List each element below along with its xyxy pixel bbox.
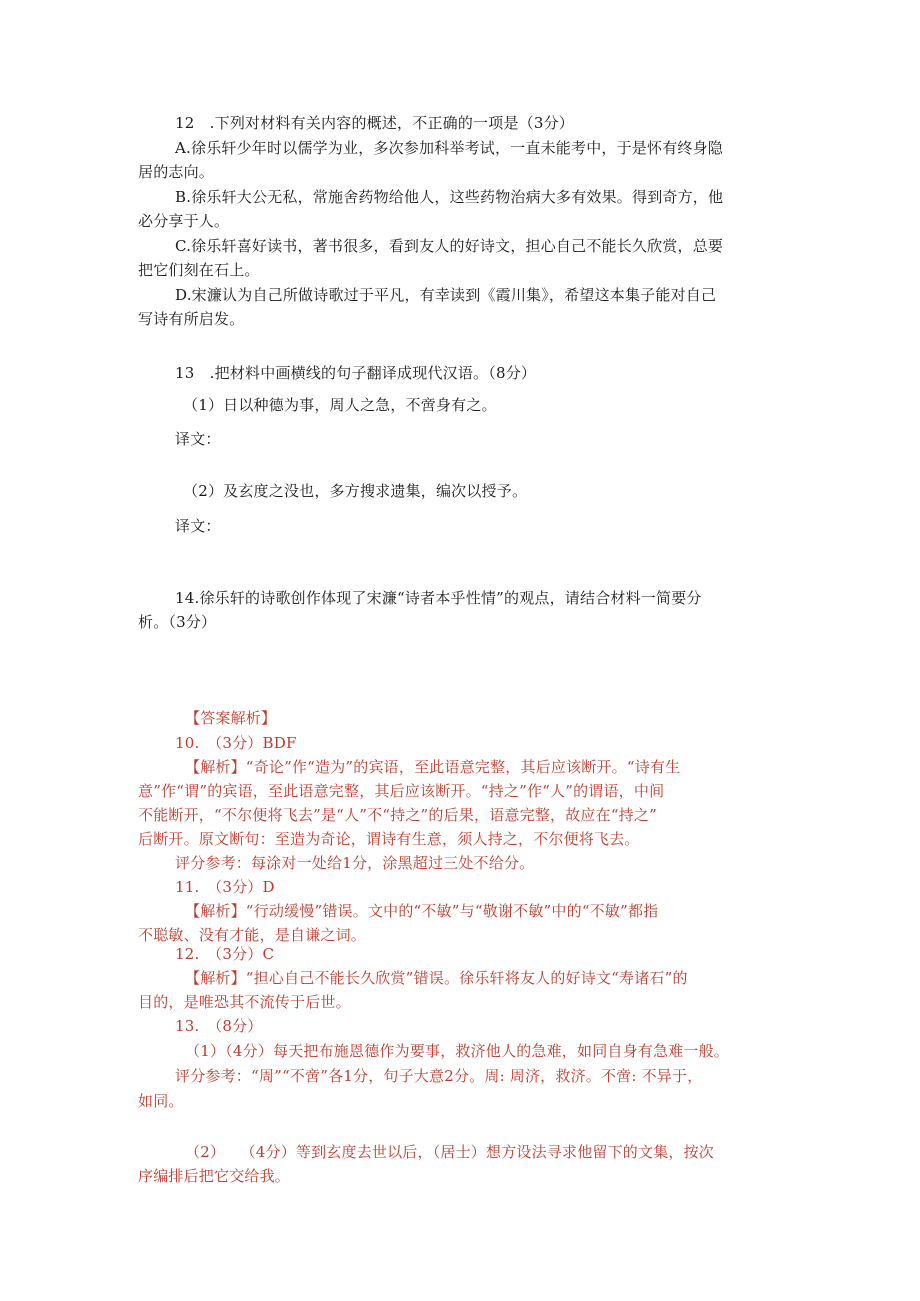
answer-10-line1: 【解析】“奇论”作“造为”的宾语，至此语意完整，其后应该断开。“诗有生	[185, 758, 681, 776]
q12-option-a-line1: A.徐乐轩少年时以儒学为业，多次参加科举考试，一直未能考中，于是怀有终身隐	[175, 139, 724, 157]
q12-option-b-line1: B.徐乐轩大公无私，常施舍药物给他人，这些药物治病大多有效果。得到奇方，他	[175, 188, 724, 206]
answer-header: 【答案解析】	[185, 709, 277, 727]
q13-sentence-2: （2）及玄度之没也，多方搜求遗集，编次以授予。	[183, 482, 528, 500]
q12-option-d-line2: 写诗有所启发。	[138, 310, 245, 328]
q13-translation-label-2: 译文：	[175, 517, 221, 535]
answer-10-head: 10. （3分）BDF	[175, 734, 297, 752]
q13-sentence-1: （1）日以种德为事，周人之急，不啻身有之。	[183, 396, 497, 414]
q12-stem: 12 .下列对材料有关内容的概述，不正确的一项是（3分）	[175, 114, 575, 132]
q14-line2: 析。（3分）	[138, 613, 217, 631]
answer-12-line2: 目的，是唯恐其不流传于后世。	[138, 993, 351, 1011]
answer-12-line1: 【解析】“担心自己不能长久欣赏”错误。徐乐轩将友人的好诗文“寿诸石”的	[185, 969, 688, 987]
q14-line1: 14.徐乐轩的诗歌创作体现了宋濂“诗者本乎性情”的观点，请结合材料一简要分	[175, 589, 702, 607]
q12-option-b-line2: 必分享于人。	[138, 212, 230, 230]
answer-11-head: 11. （3分）D	[175, 878, 275, 896]
answer-13-head: 13. （8分）	[175, 1017, 263, 1035]
q12-option-c-line2: 把它们刻在石上。	[138, 261, 260, 279]
answer-13-score-line2: 如同。	[138, 1092, 184, 1110]
q12-option-c-line1: C.徐乐轩喜好读书，著书很多，看到友人的好诗文，担心自己不能长久欣赏，总要	[175, 237, 724, 255]
q12-option-d-line1: D.宋濂认为自己所做诗歌过于平凡，有幸读到《霞川集》，希望这本集子能对自己	[175, 286, 717, 304]
answer-12-head: 12. （3分）C	[175, 945, 275, 963]
q12-option-a-line2: 居的志向。	[138, 163, 215, 181]
answer-10-line2: 意”作“谓”的宾语，至此语意完整，其后应该断开。“持之”作“人”的谓语，中间	[138, 782, 665, 800]
answer-10-line4: 后断开。原文断句：至造为奇论，谓诗有生意，须人持之，不尔便将飞去。	[138, 830, 640, 848]
answer-10-score: 评分参考：每涂对一处给1分，涂黑超过三处不给分。	[175, 854, 535, 872]
answer-11-line1: 【解析】“行动缓慢”错误。文中的“不敏”与“敬谢不敏”中的“不敏”都指	[185, 902, 659, 920]
answer-10-line3: 不能断开，“不尔便将飞去”是“人”不“持之”的后果，语意完整，故应在“持之”	[138, 806, 657, 824]
q13-stem: 13 .把材料中画横线的句子翻译成现代汉语。（8分）	[175, 364, 537, 382]
q13-translation-label-1: 译文：	[175, 430, 221, 448]
answer-13-part2-line1: （2） （4分）等到玄度去世以后，（居士）想方设法寻求他留下的文集，按次	[185, 1143, 714, 1161]
answer-11-line2: 不聪敏、没有才能，是自谦之词。	[138, 926, 367, 944]
answer-13-score-line1: 评分参考：“周”“不啻”各1分，句子大意2分。周: 周济，救济。不啻: 不异于，	[175, 1067, 703, 1085]
answer-13-part2-line2: 序编排后把它交给我。	[138, 1167, 291, 1185]
answer-13-part1: （1）（4分）每天把布施恩德作为要事，救济他人的急难，如同自身有急难一般。	[185, 1042, 729, 1060]
